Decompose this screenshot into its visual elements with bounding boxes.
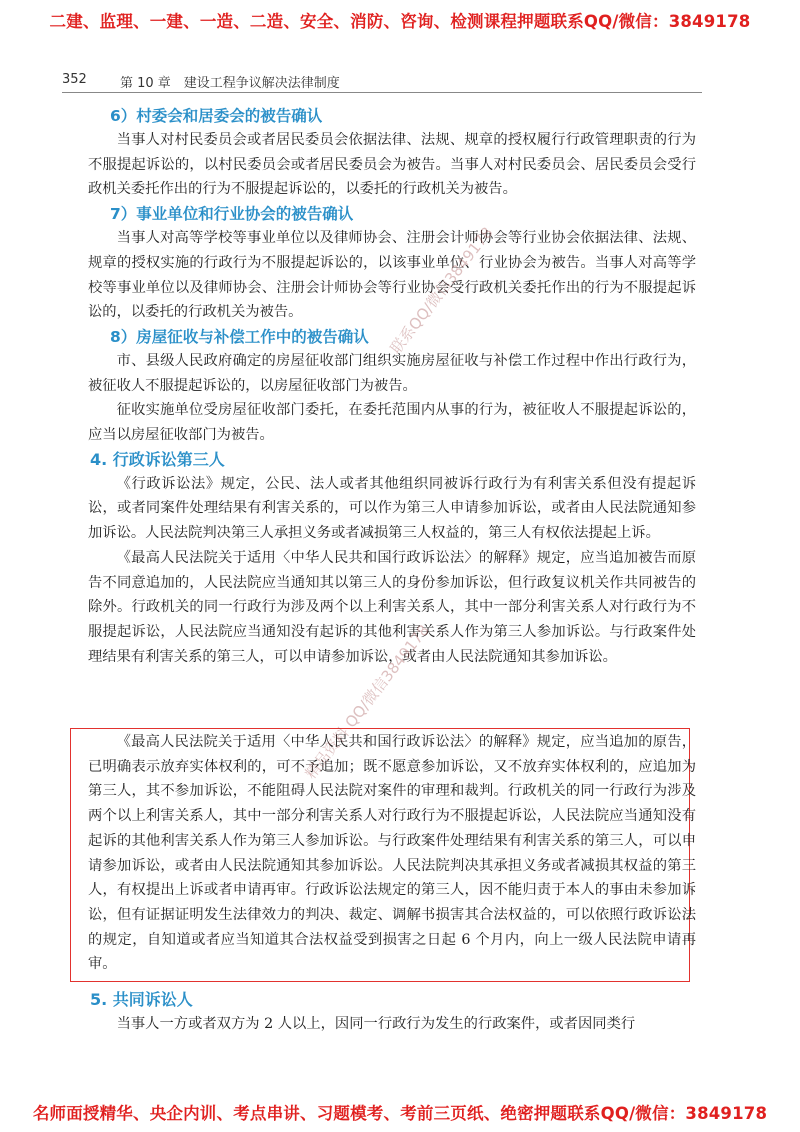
section-8-paragraph-1: 市、县级人民政府确定的房屋征收部门组织实施房屋征收与补偿工作过程中作出行政行为，被征收人不服提起诉讼的，以房屋征收部门为被告。 bbox=[88, 352, 696, 394]
page-body bbox=[88, 104, 696, 669]
page-header bbox=[62, 70, 702, 94]
top-promo-banner: 二建、监理、一建、一造、二造、安全、消防、咨询、检测课程押题联系QQ/微信：3849178 bbox=[49, 12, 751, 31]
section-4-paragraph-2: 《最高人民法院关于适用〈中华人民共和国行政诉讼法〉的解释》规定，应当追加被告而原告不同意追加的，人民法院应当通知其以第三人的身份参加诉讼，但行政复议机关作共同被告的除外。行政机关的同一行政行为涉及两个以上利害关系人，其中一部分利害关系人对行政行为不服提起诉讼，人民法院应当通知没有起诉的其他利害关系人作为第三人参加诉讼。与行政案件处理结果有利害关系的第三人，可以申请参加诉讼，或者由人民法院通知其参加诉讼。 bbox=[88, 549, 696, 665]
section-6-paragraph: 当事人对村民委员会或者居民委员会依据法律、法规、规章的授权履行行政管理职责的行为不服提起诉讼的，以村民委员会或者居民委员会为被告。当事人对村民委员会、居民委员会受行政机关委托作出的行为不服提起诉讼的，以委托的行政机关为被告。 bbox=[88, 132, 696, 198]
section-4-paragraph-1: 《行政诉讼法》规定，公民、法人或者其他组织同被诉行政行为有利害关系但没有提起诉讼，或者同案件处理结果有利害关系的，可以作为第三人申请参加诉讼，或者由人民法院通知参加诉讼。人民法院判决第三人承担义务或者减损第三人权益的，第三人有权依法提起上诉。 bbox=[88, 475, 696, 542]
section-5-paragraph: 当事人一方或者双方为 2 人以上，因同一行政行为发生的行政案件，或者因同类行 bbox=[116, 1016, 636, 1032]
section-4-paragraph-3: 《最高人民法院关于适用〈中华人民共和国行政诉讼法〉的解释》规定，应当追加的原告，已明确表示放弃实体权利的，可不予追加；既不愿意参加诉讼，又不放弃实体权利的，应追加为第三人，其不参加诉讼，不能阻碍人民法院对案件的审理和裁判。行政机关的同一行政行为涉及两个以上利害关系人，其中一部分利害关系人对行政行为不服提起诉讼，人民法院应当通知没有起诉的其他利害关系人作为第三人参加诉讼。与行政案件处理结果有利害关系的第三人，可以申请参加诉讼，或者由人民法院通知其参加诉讼。人民法院判决其承担义务或者减损其权益的第三人，有权提出上诉或者申请再审。行政诉讼法规定的第三人，因不能归责于本人的事由未参加诉讼，但有证据证明发生法律效力的判决、裁定、调解书损害其合法权益的，可以依照行政诉讼法的规定，自知道或者应当知道其合法权益受到损害之日起 6 个月内，向上一级人民法院申请再审。 bbox=[88, 734, 696, 973]
section-5-block bbox=[88, 988, 696, 1037]
highlighted-text-block bbox=[88, 716, 696, 977]
header-rule bbox=[62, 92, 702, 93]
watermark-2: 精品资料 QQ/微信3849178 bbox=[301, 621, 433, 783]
section-4-heading: 4. 行政诉讼第三人 bbox=[90, 449, 225, 469]
section-8-heading: 8）房屋征收与补偿工作中的被告确认 bbox=[110, 327, 369, 346]
page-number: 352 bbox=[62, 72, 87, 87]
section-7-paragraph: 当事人对高等学校等事业单位以及律师协会、注册会计师协会等行业协会依据法律、法规、规章的授权实施的行政行为不服提起诉讼的，以该事业单位、行业协会为被告。当事人对高等学校等事业单位以及律师协会、注册会计师协会等行业协会受行政机关委托作出的行为不服提起诉讼的，以委托的行政机关为被告。 bbox=[88, 230, 696, 321]
section-6-heading: 6）村委会和居委会的被告确认 bbox=[110, 107, 323, 125]
section-7-heading: 7）事业单位和行业协会的被告确认 bbox=[110, 205, 354, 224]
section-8-paragraph-2: 征收实施单位受房屋征收部门委托，在委托范围内从事的行为，被征收人不服提起诉讼的，应当以房屋征收部门为被告。 bbox=[88, 402, 696, 444]
bottom-promo-banner: 名师面授精华、央企内训、考点串讲、习题模考、考前三页纸、绝密押题联系QQ/微信：3849178 bbox=[32, 1104, 768, 1123]
section-5-heading: 5. 共同诉讼人 bbox=[90, 990, 193, 1009]
watermark-1: 联系QQ/微信3849178 bbox=[386, 223, 497, 358]
chapter-title: 第 10 章 建设工程争议解决法律制度 bbox=[120, 76, 340, 91]
